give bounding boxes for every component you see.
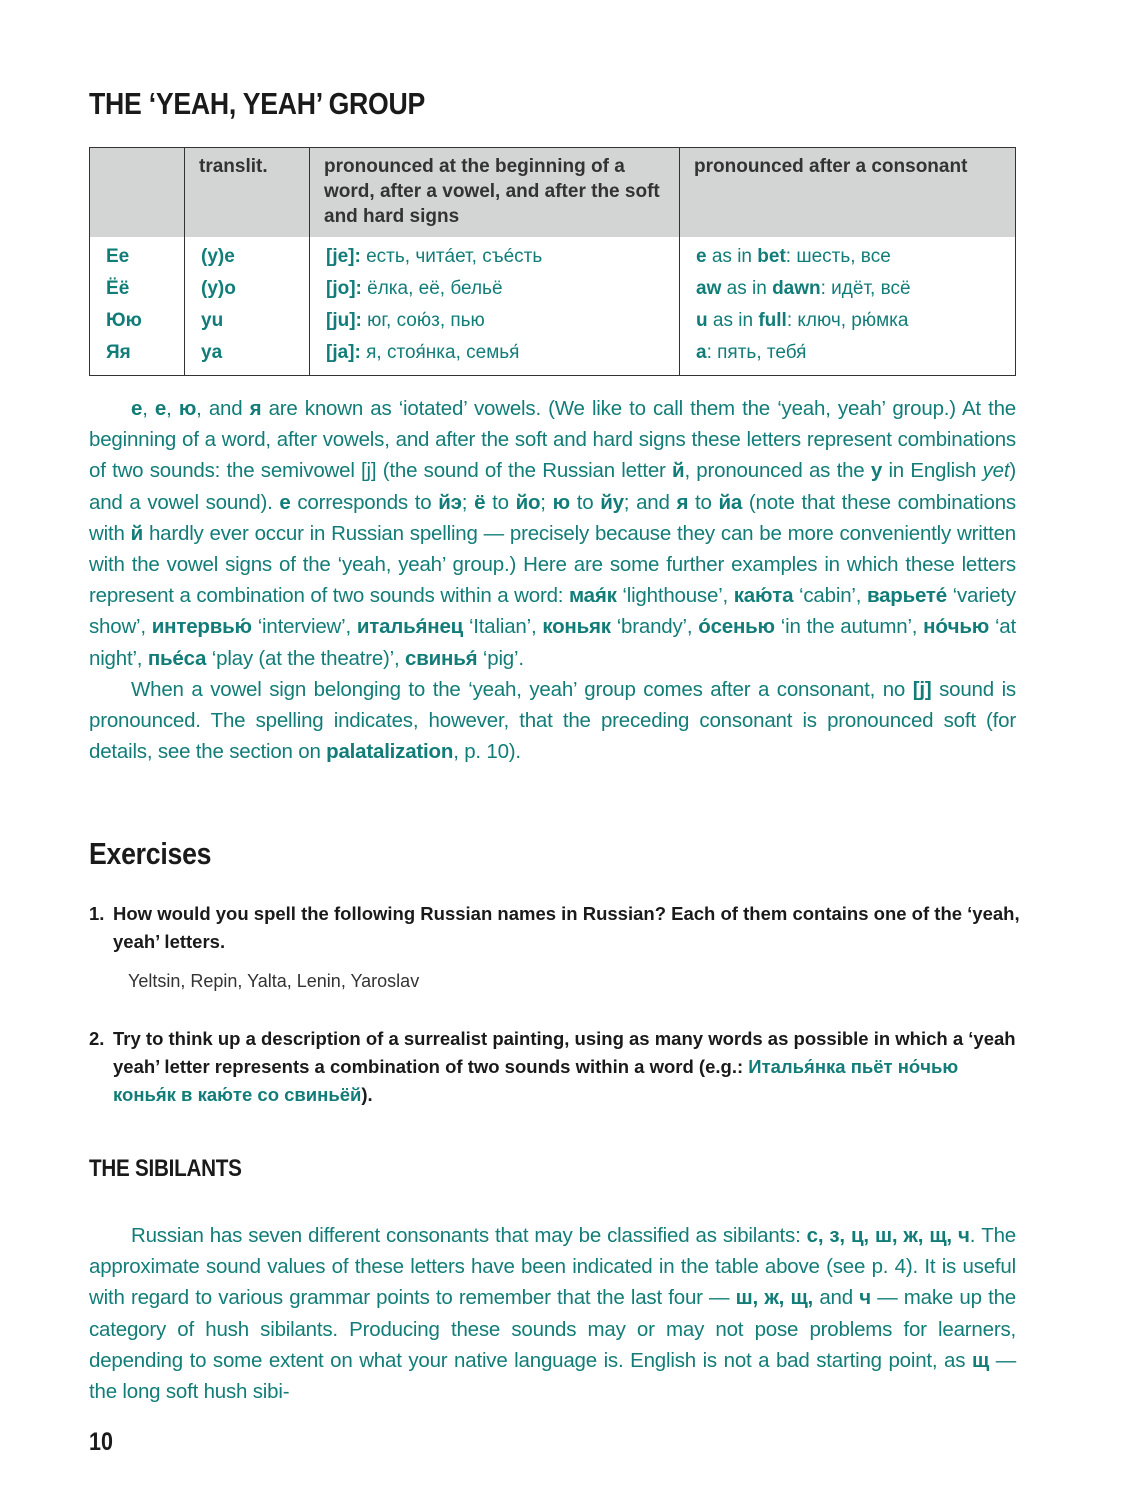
bold-term: [ju]:: [326, 310, 362, 331]
text-run: ‘at night’,: [89, 615, 1016, 670]
paragraph: [89, 674, 1016, 768]
table-cell: [680, 237, 1016, 273]
paragraph: [89, 393, 1016, 674]
bold-term: a: [696, 342, 707, 363]
text-run: ) and a vowel sound).: [89, 459, 1016, 514]
text-run: and: [813, 1286, 860, 1310]
page-number: 10: [89, 1428, 113, 1456]
table-cell: [90, 337, 185, 376]
text-run: , and: [196, 397, 250, 420]
bold-term: ч: [859, 1286, 871, 1310]
bold-term: ё: [474, 490, 486, 514]
bold-term: италья́нец: [356, 615, 464, 639]
text-run: ‘variety show’,: [89, 584, 1016, 639]
exercise-number: 2.: [89, 1028, 105, 1049]
table-cell: [90, 273, 185, 305]
bold-term: йу: [600, 490, 624, 514]
text-run: in English: [882, 459, 983, 483]
bold-term: Яя: [106, 342, 131, 363]
text-run: to: [485, 490, 516, 514]
section-title-sibilants: THE SIBILANTS: [89, 1155, 242, 1182]
exercise-text-end: ).: [361, 1084, 373, 1105]
text-run: ‘cabin’,: [793, 584, 867, 608]
bold-term: но́чью: [923, 615, 990, 639]
text-run: as in: [707, 310, 759, 331]
text-run: (note that these combinations with: [89, 490, 1016, 545]
table-row: [90, 337, 1016, 376]
text-run: When a vowel sign belonging to the ‘yeah, yeah’ group comes after a consonant, no: [131, 677, 913, 701]
text-run: ; and: [623, 490, 677, 514]
table-cell: [680, 305, 1016, 337]
text-run: ёлка, её, бельё: [361, 278, 503, 299]
text-run: to: [688, 490, 719, 514]
exercise-text: Try to think up a description of a surrealist painting, using as many words as possible in which a ‘yeah yeah’ letter represents a combination of two sounds within a word (e.g.:: [113, 1028, 1016, 1077]
bold-term: aw: [696, 278, 722, 299]
table-header-after-consonant: pronounced after a consonant: [680, 148, 1016, 238]
bold-term: yu: [201, 310, 224, 331]
text-run: есть, читáет, съéсть: [360, 246, 543, 267]
bold-term: о́сенью: [698, 615, 775, 639]
bold-term: Ее: [106, 246, 130, 267]
text-run: я, стоя́нка, семья́: [360, 342, 520, 363]
bold-term: каю́та: [733, 584, 794, 608]
exercise-number: 1.: [89, 903, 105, 924]
text-run: ,: [142, 397, 155, 420]
text-run: as in: [721, 278, 773, 299]
table-header-row: [90, 148, 1016, 238]
text-run: : пять, тебя́: [706, 342, 807, 363]
bold-term: е: [154, 397, 167, 420]
bold-term: bet: [757, 246, 786, 267]
text-run: ‘interview’,: [251, 615, 357, 639]
bold-term: Ёё: [106, 278, 130, 299]
bold-term: ю: [178, 397, 197, 420]
text-run: , p. 10).: [453, 740, 521, 764]
text-run: are known as ‘iotated’ vowels. (We like to call them the ‘yeah, yeah’ group.) At the beginning of a word, after vowels, and after the soft and hard signs these letters represent combinations of two sounds: the semivowel [j] (the sound of the Russian letter: [89, 397, 1017, 483]
bold-term: Юю: [106, 310, 142, 331]
bold-term: ю: [552, 490, 570, 514]
table-cell: [185, 305, 310, 337]
table-cell: [90, 305, 185, 337]
table-cell: [310, 337, 680, 376]
bold-term: [jo]:: [326, 278, 362, 299]
bold-term: й: [130, 521, 144, 545]
text-run: . The approximate sound values of these letters have been indicated in the table above (see p. 4). It is useful with regard to various grammar points to remember that the last four —: [89, 1224, 1016, 1310]
exercise-example: Италья́нка пьёт но́чью конья́к в каю́те со свиньёй: [113, 1056, 959, 1105]
bold-term: щ: [971, 1348, 990, 1372]
bold-term: с, з, ц, ш, ж, щ, ч: [806, 1224, 970, 1247]
bold-term: ya: [201, 342, 223, 363]
italic-text: yet: [982, 459, 1010, 483]
bold-term: palatalization: [326, 740, 454, 764]
bold-term: варьете́: [866, 584, 947, 608]
table-cell: [310, 305, 680, 337]
text-run: ,: [166, 397, 179, 420]
text-run: ;: [461, 490, 475, 514]
exercises-title: Exercises: [89, 836, 212, 871]
text-run: Russian has seven different consonants that may be classified as sibilants:: [131, 1224, 807, 1247]
sibilants-paragraph: [89, 1220, 1016, 1407]
paragraph: [89, 1220, 1016, 1407]
exercise-text: How would you spell the following Russian names in Russian? Each of them contains one of the ‘yeah, yeah’ letters.: [113, 903, 1020, 952]
text-run: to: [569, 490, 601, 514]
bold-term: full: [758, 310, 787, 331]
bold-term: пье́са: [147, 646, 207, 670]
text-run: ‘lighthouse’,: [616, 584, 734, 608]
text-run: hardly ever occur in Russian spelling — precisely because they can be more conveniently written with the vowel signs of the ‘yeah, yeah’ group.) Here are some further examples in which these letters represent a combination of two sounds within a word:: [89, 521, 1016, 608]
text-run: : шесть, все: [785, 246, 891, 267]
text-run: as in: [706, 246, 758, 267]
bold-term: u: [696, 310, 708, 331]
section-title-yeah-yeah: THE ‘YEAH, YEAH’ GROUP: [89, 86, 426, 121]
text-run: — make up the category of hush sibilants. Producing these sounds may or may not pose problems for learners, depending to some extent on what your native language is. English is not a bad starting point, as: [89, 1286, 1017, 1372]
table-cell: [680, 273, 1016, 305]
text-run: corresponds to: [290, 490, 439, 514]
bold-term: [j]: [912, 677, 932, 701]
text-run: ‘Italian’,: [463, 615, 543, 639]
table-header-letter: [90, 148, 185, 238]
bold-term: е: [279, 490, 291, 514]
bold-term: йа: [718, 490, 743, 514]
bold-term: йо: [515, 490, 541, 514]
bold-term: я: [249, 397, 262, 420]
iotated-explanation: [89, 393, 1016, 767]
table-cell: [185, 337, 310, 376]
text-run: ‘play (at the theatre)’,: [206, 646, 406, 670]
iotated-vowels-table: [89, 147, 1016, 376]
text-run: sound is pronounced. The spelling indicates, however, that the preceding consonant is pronounced soft (for details, see the section on: [89, 677, 1016, 764]
table-cell: [185, 273, 310, 305]
exercise-1-names: Yeltsin, Repin, Yalta, Lenin, Yaroslav: [128, 971, 420, 991]
bold-term: (у)е: [201, 246, 235, 267]
text-run: : ключ, рю́мка: [786, 310, 909, 331]
bold-term: (у)о: [201, 278, 236, 299]
table-cell: [185, 237, 310, 273]
text-run: юг, сою́з, пью: [361, 310, 485, 331]
bold-term: интервью́: [151, 615, 252, 639]
table-row: [90, 305, 1016, 337]
bold-term: y: [870, 459, 883, 483]
table-cell: [680, 337, 1016, 376]
table-row: [90, 273, 1016, 305]
bold-term: мая́к: [568, 584, 617, 608]
bold-term: коньяк: [542, 615, 611, 639]
table-cell: [90, 237, 185, 273]
bold-term: dawn: [772, 278, 821, 299]
text-run: ;: [540, 490, 553, 514]
bold-term: [ja]:: [326, 342, 361, 363]
bold-term: й: [672, 459, 685, 483]
exercise-2: [89, 1025, 1024, 1109]
table-cell: [310, 273, 680, 305]
text-run: , pronounced as the: [684, 459, 871, 483]
exercise-1: [89, 900, 1024, 956]
bold-term: свинья́: [405, 646, 478, 670]
bold-term: е: [131, 397, 143, 420]
table-row: [90, 237, 1016, 273]
table-cell: [310, 237, 680, 273]
text-run: — the long soft hush sibi-: [89, 1348, 1016, 1404]
text-run: ‘brandy’,: [610, 615, 699, 639]
table-header-translit: translit.: [185, 148, 310, 238]
bold-term: я: [676, 490, 689, 514]
bold-term: e: [696, 246, 707, 267]
bold-term: йэ: [438, 490, 462, 514]
text-run: : идёт, всё: [820, 278, 911, 299]
bold-term: [je]:: [326, 246, 361, 267]
text-run: ‘in the autumn’,: [774, 615, 924, 639]
text-run: ‘pig’.: [477, 646, 524, 670]
bold-term: ш, ж, щ,: [735, 1286, 814, 1310]
table-header-initial: pronounced at the beginning of a word, after a vowel, and after the soft and hard signs: [310, 148, 680, 238]
